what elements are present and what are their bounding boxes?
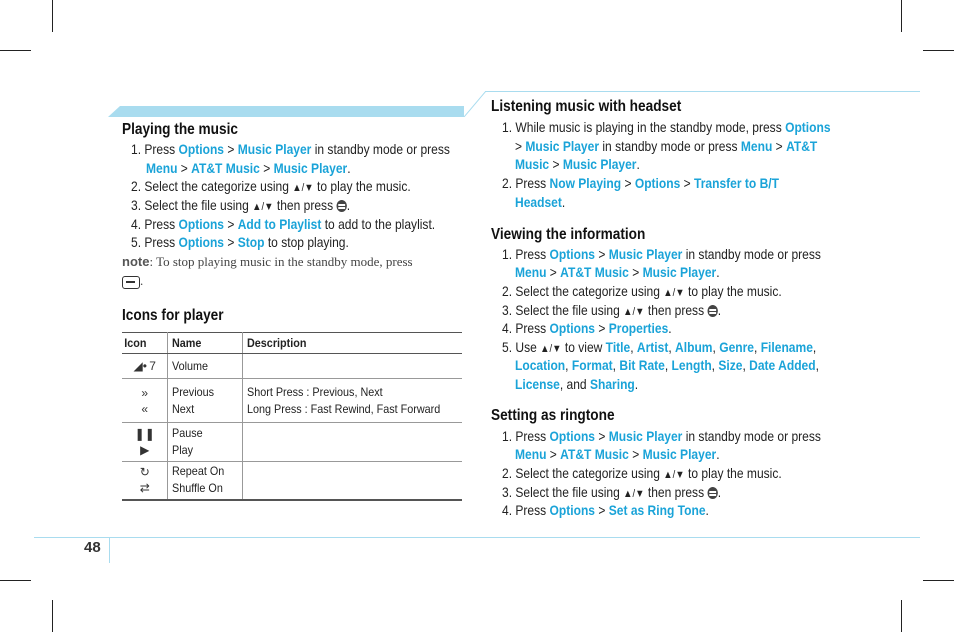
row-description: Short Press : Previous, Next xyxy=(247,384,383,399)
row-name: Volume xyxy=(172,358,209,373)
crop-mark xyxy=(52,0,53,32)
icons-table xyxy=(122,332,462,501)
footer-line xyxy=(34,537,920,538)
step-5-cont: License, and Sharing. xyxy=(515,376,639,392)
step-4: 4. Press Options > Set as Ring Tone. xyxy=(502,502,709,518)
up-down-arrows-icon: ▲/▼ xyxy=(663,469,685,481)
header-icon: Icon xyxy=(124,335,147,350)
volume-icon: ◢• 7 xyxy=(133,359,156,373)
up-down-arrows-icon: ▲/▼ xyxy=(252,201,274,213)
note-cont: . xyxy=(122,273,143,289)
up-down-arrows-icon: ▲/▼ xyxy=(292,182,314,194)
step-4: 4. Press Options > Properties. xyxy=(502,320,672,336)
crop-mark xyxy=(901,600,902,632)
up-down-arrows-icon: ▲/▼ xyxy=(623,488,645,500)
step-1: 1. Press Options > Music Player in standby mode or press xyxy=(502,246,821,262)
row-name: Shuffle On xyxy=(172,481,224,496)
step-2: 2. Press Now Playing > Options > Transfer to B/T xyxy=(502,175,780,191)
step-5: 5. Press Options > Stop to stop playing. xyxy=(131,234,349,250)
section-title-headset: Listening music with headset xyxy=(491,98,682,115)
step-3: 3. Select the file using ▲/▼ then press . xyxy=(502,484,722,500)
end-key-icon xyxy=(122,276,140,289)
header-band xyxy=(108,106,464,117)
step-2: 2. Select the categorize using ▲/▼ to play the music. xyxy=(502,283,782,299)
step-1-cont: > Music Player in standby mode or press Menu > AT&T xyxy=(515,138,818,154)
crop-mark xyxy=(52,600,53,632)
up-down-arrows-icon: ▲/▼ xyxy=(540,343,562,355)
shuffle-icon: ⇄ xyxy=(139,481,150,496)
step-1: 1. Press Options > Music Player in standby mode or press xyxy=(131,141,450,157)
table-row xyxy=(122,423,462,462)
step-4: 4. Press Options > Add to Playlist to add to the playlist. xyxy=(131,216,436,232)
step-1-cont: Menu > AT&T Music > Music Player. xyxy=(146,160,351,176)
header-line xyxy=(485,91,920,92)
play-icon: ▶ xyxy=(140,443,150,457)
section-title-ringtone: Setting as ringtone xyxy=(491,407,615,424)
table-header xyxy=(122,333,462,354)
section-title-info: Viewing the information xyxy=(491,226,646,243)
row-name: Previous xyxy=(172,384,215,399)
up-down-arrows-icon: ▲/▼ xyxy=(663,287,685,299)
table-row xyxy=(122,379,462,423)
step-1-cont: Menu > AT&T Music > Music Player. xyxy=(515,446,720,462)
note: note: To stop playing music in the standby mode, press xyxy=(122,254,413,269)
ok-key-icon xyxy=(707,305,717,317)
previous-icon: « xyxy=(141,401,149,416)
step-2-cont: Headset. xyxy=(515,194,566,210)
crop-mark xyxy=(901,0,902,32)
ok-key-icon xyxy=(336,200,346,212)
table-row xyxy=(122,462,462,500)
header-name: Name xyxy=(172,335,202,350)
ok-key-icon xyxy=(707,487,717,499)
step-2: 2. Select the categorize using ▲/▼ to play the music. xyxy=(131,178,411,194)
step-5-cont: Location, Format, Bit Rate, Length, Size, Date Added, xyxy=(515,357,819,373)
section-title-playing: Playing the music xyxy=(122,121,238,138)
step-1: 1. Press Options > Music Player in standby mode or press xyxy=(502,428,821,444)
step-5: 5. Use ▲/▼ to view Title, Artist, Album, Genre, Filename, xyxy=(502,339,817,355)
table-row xyxy=(122,354,462,379)
header-description: Description xyxy=(247,335,307,350)
step-3: 3. Select the file using ▲/▼ then press . xyxy=(131,197,351,213)
step-2: 2. Select the categorize using ▲/▼ to play the music. xyxy=(502,465,782,481)
section-title-icons: Icons for player xyxy=(122,307,224,324)
repeat-icon: ↻ xyxy=(139,465,150,480)
up-down-arrows-icon: ▲/▼ xyxy=(623,306,645,318)
row-name: Next xyxy=(172,401,195,416)
crop-mark xyxy=(0,580,31,581)
step-1-cont: Menu > AT&T Music > Music Player. xyxy=(515,264,720,280)
row-name: Repeat On xyxy=(172,464,225,479)
crop-mark xyxy=(923,50,954,51)
row-name: Play xyxy=(172,443,194,457)
next-icon: » xyxy=(141,385,149,400)
page-number: 48 xyxy=(84,539,101,556)
header-diagonal xyxy=(464,91,486,117)
step-1: 1. While music is playing in the standby mode, press Options xyxy=(502,119,831,135)
step-1-cont: Music > Music Player. xyxy=(515,156,640,172)
step-3: 3. Select the file using ▲/▼ then press . xyxy=(502,302,722,318)
row-name: Pause xyxy=(172,426,204,440)
crop-mark xyxy=(923,580,954,581)
footer-separator xyxy=(109,537,110,563)
row-description: Long Press : Fast Rewind, Fast Forward xyxy=(247,401,441,416)
crop-mark xyxy=(0,50,31,51)
pause-icon: ❚❚ xyxy=(134,427,155,441)
